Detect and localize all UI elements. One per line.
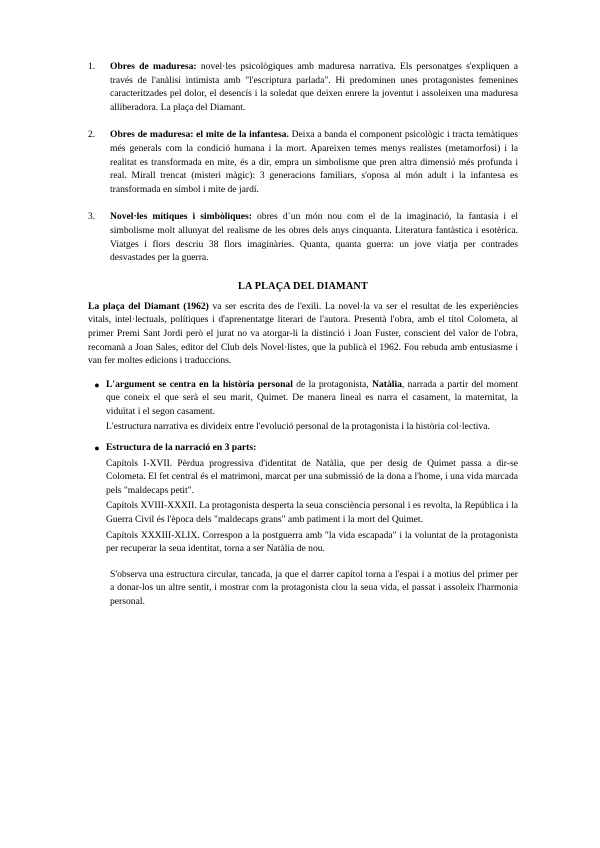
list-item-heading: Novel·les mítiques i simbòliques:	[110, 211, 252, 223]
section-title: LA PLAÇA DEL DIAMANT	[238, 280, 368, 292]
list-item-body	[110, 60, 518, 114]
list-item-body	[110, 128, 518, 196]
list-marker: 3.	[88, 212, 96, 223]
list-marker: 1.	[88, 62, 96, 72]
numbered-list	[88, 60, 518, 265]
bullet-icon: ●	[94, 443, 100, 454]
list-item	[88, 210, 518, 264]
bullet-text: de la protagonista,	[292, 378, 373, 390]
document-content	[88, 60, 518, 609]
list-item	[88, 378, 518, 434]
bullet-extra-text: L'estructura narrativa es divideix entre l'evolució personal de la protagonista i la història col·lectiva.	[106, 421, 490, 433]
list-item-text: obres d´un món nou com el de la imaginació, la fantasia i el simbolisme molt allunyat del realisme de les obres dels anys cinquanta. Literatura fantàstica i esotèrica. Viatges i flors descriu 38 flors imaginàries. Quanta, quanta guerra: un jove viatja per contrades desvastades per la guerra.	[110, 211, 518, 264]
list-item	[88, 128, 518, 196]
list-item	[88, 60, 518, 114]
list-item-body	[106, 441, 518, 556]
list-item	[88, 441, 518, 556]
bullet-heading: Estructura de la narració en 3 parts:	[106, 442, 257, 454]
list-item-text: Deixa a banda el component psicològic i tracta temàtiques més generals com la condició humana i la mort. Apareixen temes menys realistes (metamorfosi) i la realitat es transformada en mite, és a dir, empra un simbolisme que pren altra dimensió més profunda i real. Mirall trencat (misteri màgic): 3 generacions familiars, s'oposa al món adult i la infantesa es transformada en símbol i mite de jardí.	[110, 129, 518, 195]
bullet-sub-paragraph: Capítols I-XVII. Pèrdua progressiva d'identitat de Natàlia, que per desig de Quimet passa a dir-se Colometa. El fet central és el matrimoni, marcat per una submissió de la dona a l'home, i una vida marcada pels "maldecaps petit".	[106, 457, 518, 496]
bullet-sub-paragraph: Capítols XXXIII-XLIX. Correspon a la postguerra amb "la vida escapada" i la voluntat de la protagonista per recuperar la seua identitat, torna a ser Natàlia de nou.	[106, 529, 518, 555]
list-item-heading: Obres de maduresa: el mite de la infantesa.	[110, 129, 289, 141]
list-item-body	[110, 210, 518, 264]
list-marker: 2.	[88, 130, 96, 141]
bullet-icon: ●	[94, 379, 100, 390]
bullet-heading-2: Natàlia	[372, 378, 402, 390]
intro-paragraph	[88, 300, 518, 368]
intro-text: va ser escrita des de l'exili. La novel·la va ser el resultat de les experiències vitals, intel·lectuals, polítiques i d'aprenentatge literari de l'autora. Presentà l'obra, amb el títol Colometa, al primer Premi Sant Jordi però el jurat no va atorgar-li la distinció i Joan Fuster, conscient del valor de l'obra, recomanà a Joan Sales, editor del Club dels Novel·listes, que la publicà el 1962. Fou rebuda amb entusiasme i van fer moltes edicions i traduccions.	[88, 300, 518, 367]
list-item-heading: Obres de maduresa:	[110, 61, 197, 72]
bullet-text-2: , narrada a partir del moment que coneix el que serà el seu marit, Quimet. De manera lineal es narra el casament, la maternitat, la viduïtat i el segon casament.	[106, 378, 518, 417]
closing-paragraph: S'observa una estructura circular, tancada, ja que el darrer capítol torna a l'espai i a motius del primer per a donar-los un altre sentit, i mostrar com la protagonista clou la seua vida, el passat i assoleix l'harmonia personal.	[110, 568, 518, 607]
bullet-list	[88, 378, 518, 556]
list-item-body	[106, 378, 518, 434]
list-item-text: novel·les psicològiques amb maduresa narrativa. Els personatges s'expliquen a través de l'anàlisi intimista amb "l'escriptura parlada". Hi predominen unes protagonistes femenines caracteritzades pel dolor, el desencís i la soledat que deixen enrere la joventut i assoleixen una maduresa alliberadora. La plaça del Diamant.	[110, 61, 518, 113]
intro-lead: La plaça del Diamant (1962)	[88, 300, 209, 312]
bullet-heading: L'argument se centra en la història personal	[106, 378, 293, 390]
bullet-sub-paragraph: Capítols XVIII-XXXII. La protagonista desperta la seua consciència personal i es revolta, la República i la Guerra Civil és l'època dels "maldecaps grans" amb patiment i la mort del Quimet.	[106, 500, 518, 526]
